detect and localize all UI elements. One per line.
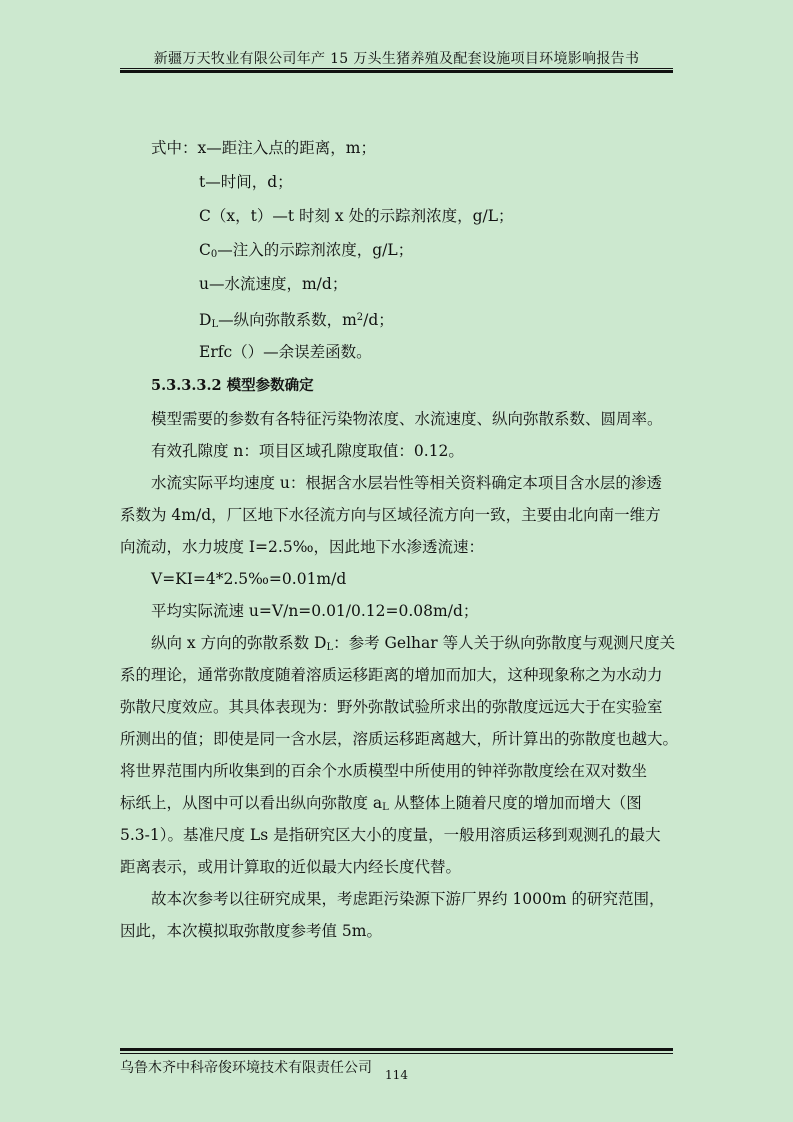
body-line-8-b: ：参考 Gelhar 等人关于纵向弥散度与观测尺度关: [333, 634, 676, 652]
body-line-2: 有效孔隙度 n：项目区域孔隙度取值：0.12。: [151, 442, 464, 460]
def-t: t—时间，d；: [199, 173, 293, 191]
body-line-13-a: 标纸上，从图中可以看出纵向弥散度 a: [120, 794, 383, 812]
def-dl-sup: 2: [356, 312, 364, 323]
def-dl-main: D: [199, 311, 212, 329]
def-erfc: Erfc（）—余误差函数。: [199, 343, 372, 361]
body-line-15: 距离表示，或用计算取的近似最大内经长度代替。: [120, 858, 462, 876]
body-line-8-a: 纵向 x 方向的弥散系数 D: [151, 634, 327, 652]
section-heading: 5.3.3.3.2 模型参数确定: [151, 377, 314, 394]
footer-rule-thick: [120, 1048, 673, 1051]
def-dl-sub: L: [211, 319, 219, 330]
body-line-13-sub: L: [382, 802, 389, 813]
def-u: u—水流速度，m/d；: [199, 275, 348, 293]
def-dl: [199, 308, 394, 335]
body-line-13: [120, 793, 642, 818]
def-dl-rest-b: /d；: [363, 311, 394, 329]
body-line-4: 系数为 4m/d，厂区地下水径流方向与区域径流方向一致，主要由北向南一维方: [120, 506, 661, 524]
body-line-9: 系的理论，通常弥散度随着溶质运移距离的增加而加大，这种现象称之为水动力: [120, 666, 663, 684]
header-rule-thick: [120, 70, 673, 73]
body-line-1: 模型需要的参数有各特征污染物浓度、水流速度、纵向弥散系数、圆周率。: [151, 410, 663, 428]
header-rule-thin: [120, 68, 673, 69]
def-c0-main: C: [199, 241, 211, 259]
body-line-11: 所测出的值；即使是同一含水层，溶质运移距离越大，所计算出的弥散度也越大。: [120, 730, 679, 748]
def-intro: 式中：x—距注入点的距离，m；: [151, 139, 376, 157]
body-line-13-b: 从整体上随着尺度的增加而增大（图: [388, 794, 642, 812]
def-c0-sub: 0: [210, 249, 218, 260]
footer-company: 乌鲁木齐中科帝俊环境技术有限责任公司: [120, 1060, 372, 1076]
def-c0-rest: —注入的示踪剂浓度，g/L；: [217, 241, 414, 259]
page-number: 114: [385, 1068, 408, 1082]
body-line-14: 5.3-1）。基准尺度 Ls 是指研究区大小的度量，一般用溶质运移到观测孔的最大: [120, 826, 661, 844]
body-line-7: 平均实际流速 u=V/n=0.01/0.12=0.08m/d；: [151, 602, 479, 620]
def-c0: [199, 240, 413, 265]
page-header-title: 新疆万天牧业有限公司年产 15 万头生猪养殖及配套设施项目环境影响报告书: [153, 51, 640, 67]
body-line-17: 因此，本次模拟取弥散度参考值 5m。: [120, 922, 382, 940]
body-line-10: 弥散尺度效应。其具体表现为：野外弥散试验所求出的弥散度远远大于在实验室: [120, 698, 663, 716]
def-c: C（x，t）—t 时刻 x 处的示踪剂浓度，g/L；: [199, 207, 514, 225]
body-line-12: 将世界范围内所收集到的百余个水质模型中所使用的钟祥弥散度绘在双对数坐: [120, 762, 648, 780]
footer-rule-thin: [120, 1053, 673, 1054]
def-dl-rest-a: —纵向弥散系数，m: [218, 311, 357, 329]
body-line-5: 向流动，水力坡度 I=2.5‰，因此地下水渗透流速：: [120, 538, 484, 556]
body-line-8: [151, 633, 675, 658]
body-line-16: 故本次参考以往研究成果，考虑距污染源下游厂界约 1000m 的研究范围，: [151, 890, 665, 908]
body-line-3: 水流实际平均速度 u：根据含水层岩性等相关资料确定本项目含水层的渗透: [151, 474, 662, 492]
body-line-8-sub: L: [326, 642, 334, 653]
body-line-6: V=KI=4*2.5‰=0.01m/d: [151, 570, 347, 588]
